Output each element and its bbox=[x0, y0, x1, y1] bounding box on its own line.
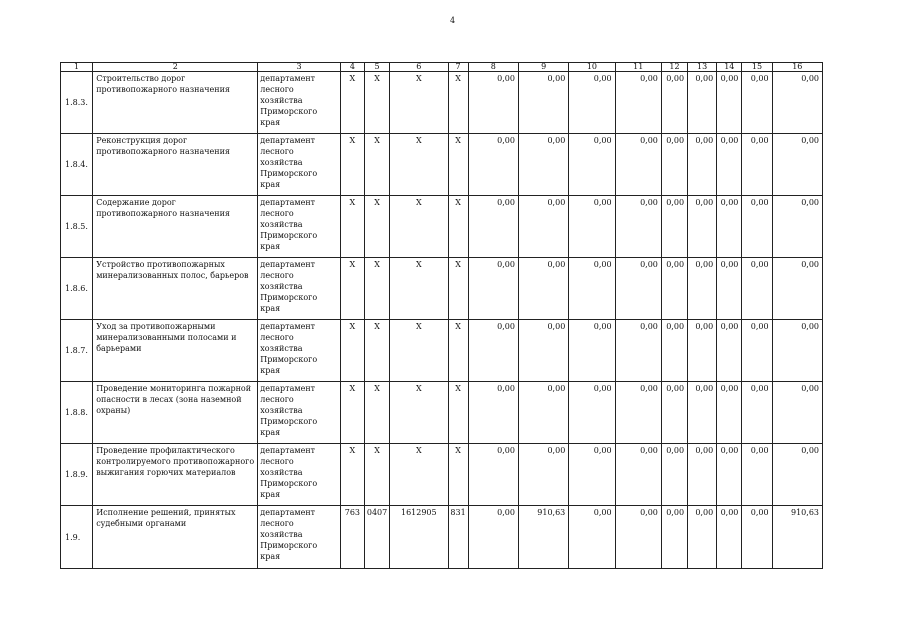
cell-col-12: 0,00 bbox=[661, 134, 687, 196]
cell-col-5: X bbox=[364, 258, 389, 320]
table-row bbox=[61, 506, 823, 569]
cell-col-13: 0,00 bbox=[688, 72, 717, 134]
row-name: Уход за противопожарными минерализованными полосами и барьерами bbox=[93, 320, 258, 382]
table-row bbox=[61, 320, 823, 382]
cell-col-4: X bbox=[340, 444, 364, 506]
row-code: 1.8.3. bbox=[61, 72, 93, 134]
column-number: 7 bbox=[448, 63, 468, 72]
cell-col-16: 0,00 bbox=[772, 196, 822, 258]
column-number: 2 bbox=[93, 63, 258, 72]
cell-col-5: X bbox=[364, 72, 389, 134]
cell-col-4: X bbox=[340, 72, 364, 134]
row-code: 1.8.8. bbox=[61, 382, 93, 444]
cell-col-6: X bbox=[390, 196, 448, 258]
cell-col-5: X bbox=[364, 320, 389, 382]
cell-col-10: 0,00 bbox=[569, 258, 615, 320]
cell-col-11: 0,00 bbox=[615, 134, 661, 196]
column-number: 3 bbox=[258, 63, 341, 72]
cell-col-14: 0,00 bbox=[717, 72, 742, 134]
cell-col-14: 0,00 bbox=[717, 506, 742, 569]
cell-col-8: 0,00 bbox=[468, 72, 518, 134]
cell-col-8: 0,00 bbox=[468, 382, 518, 444]
table-row bbox=[61, 196, 823, 258]
cell-col-15: 0,00 bbox=[742, 72, 772, 134]
cell-col-5: 0407 bbox=[364, 506, 389, 569]
cell-col-11: 0,00 bbox=[615, 506, 661, 569]
row-code: 1.8.4. bbox=[61, 134, 93, 196]
cell-col-9: 0,00 bbox=[518, 258, 568, 320]
cell-col-13: 0,00 bbox=[688, 258, 717, 320]
cell-col-6: X bbox=[390, 134, 448, 196]
row-department: департамент лесного хозяйства Приморского края bbox=[258, 506, 341, 569]
cell-col-10: 0,00 bbox=[569, 72, 615, 134]
table-row bbox=[61, 444, 823, 506]
column-number: 13 bbox=[688, 63, 717, 72]
row-name: Содержание дорог противопожарного назначения bbox=[93, 196, 258, 258]
cell-col-10: 0,00 bbox=[569, 444, 615, 506]
cell-col-15: 0,00 bbox=[742, 382, 772, 444]
cell-col-15: 0,00 bbox=[742, 320, 772, 382]
cell-col-16: 0,00 bbox=[772, 382, 822, 444]
cell-col-6: X bbox=[390, 72, 448, 134]
cell-col-10: 0,00 bbox=[569, 382, 615, 444]
row-code: 1.8.9. bbox=[61, 444, 93, 506]
cell-col-14: 0,00 bbox=[717, 196, 742, 258]
cell-col-15: 0,00 bbox=[742, 506, 772, 569]
cell-col-7: X bbox=[448, 320, 468, 382]
row-name: Устройство противопожарных минерализованных полос, барьеров bbox=[93, 258, 258, 320]
cell-col-7: X bbox=[448, 444, 468, 506]
table-row bbox=[61, 134, 823, 196]
column-number: 14 bbox=[717, 63, 742, 72]
column-number: 11 bbox=[615, 63, 661, 72]
cell-col-10: 0,00 bbox=[569, 506, 615, 569]
cell-col-8: 0,00 bbox=[468, 320, 518, 382]
cell-col-9: 0,00 bbox=[518, 196, 568, 258]
cell-col-6: X bbox=[390, 320, 448, 382]
cell-col-7: X bbox=[448, 134, 468, 196]
cell-col-5: X bbox=[364, 444, 389, 506]
cell-col-9: 0,00 bbox=[518, 320, 568, 382]
cell-col-11: 0,00 bbox=[615, 258, 661, 320]
cell-col-8: 0,00 bbox=[468, 134, 518, 196]
row-department: департамент лесного хозяйства Приморского края bbox=[258, 72, 341, 134]
cell-col-12: 0,00 bbox=[661, 382, 687, 444]
cell-col-7: 831 bbox=[448, 506, 468, 569]
row-department: департамент лесного хозяйства Приморского края bbox=[258, 134, 341, 196]
row-code: 1.8.7. bbox=[61, 320, 93, 382]
row-name: Реконструкция дорог противопожарного назначения bbox=[93, 134, 258, 196]
cell-col-13: 0,00 bbox=[688, 506, 717, 569]
cell-col-14: 0,00 bbox=[717, 444, 742, 506]
cell-col-7: X bbox=[448, 72, 468, 134]
cell-col-8: 0,00 bbox=[468, 444, 518, 506]
row-name: Проведение профилактического контролируемого противопожарного выжигания горючих материалов bbox=[93, 444, 258, 506]
cell-col-16: 0,00 bbox=[772, 134, 822, 196]
cell-col-6: X bbox=[390, 258, 448, 320]
column-number: 5 bbox=[364, 63, 389, 72]
cell-col-7: X bbox=[448, 258, 468, 320]
cell-col-15: 0,00 bbox=[742, 258, 772, 320]
cell-col-13: 0,00 bbox=[688, 196, 717, 258]
cell-col-8: 0,00 bbox=[468, 196, 518, 258]
page-number: 4 bbox=[449, 16, 456, 25]
cell-col-9: 0,00 bbox=[518, 134, 568, 196]
cell-col-8: 0,00 bbox=[468, 258, 518, 320]
cell-col-14: 0,00 bbox=[717, 382, 742, 444]
row-department: департамент лесного хозяйства Приморского края bbox=[258, 320, 341, 382]
row-name: Проведение мониторинга пожарной опасности в лесах (зона наземной охраны) bbox=[93, 382, 258, 444]
column-number: 9 bbox=[518, 63, 568, 72]
cell-col-12: 0,00 bbox=[661, 196, 687, 258]
cell-col-16: 0,00 bbox=[772, 258, 822, 320]
cell-col-4: X bbox=[340, 258, 364, 320]
budget-table bbox=[60, 62, 823, 569]
cell-col-14: 0,00 bbox=[717, 134, 742, 196]
cell-col-7: X bbox=[448, 382, 468, 444]
row-department: департамент лесного хозяйства Приморского края bbox=[258, 258, 341, 320]
cell-col-11: 0,00 bbox=[615, 72, 661, 134]
cell-col-12: 0,00 bbox=[661, 72, 687, 134]
cell-col-5: X bbox=[364, 382, 389, 444]
cell-col-11: 0,00 bbox=[615, 444, 661, 506]
column-number: 16 bbox=[772, 63, 822, 72]
cell-col-5: X bbox=[364, 134, 389, 196]
cell-col-13: 0,00 bbox=[688, 134, 717, 196]
column-number: 15 bbox=[742, 63, 772, 72]
table-row bbox=[61, 72, 823, 134]
column-number: 1 bbox=[61, 63, 93, 72]
column-number: 4 bbox=[340, 63, 364, 72]
cell-col-16: 910,63 bbox=[772, 506, 822, 569]
cell-col-12: 0,00 bbox=[661, 320, 687, 382]
table-row bbox=[61, 382, 823, 444]
cell-col-4: X bbox=[340, 134, 364, 196]
cell-col-8: 0,00 bbox=[468, 506, 518, 569]
cell-col-7: X bbox=[448, 196, 468, 258]
row-name: Исполнение решений, принятых судебными органами bbox=[93, 506, 258, 569]
cell-col-12: 0,00 bbox=[661, 444, 687, 506]
table-row bbox=[61, 258, 823, 320]
column-number: 8 bbox=[468, 63, 518, 72]
cell-col-16: 0,00 bbox=[772, 320, 822, 382]
cell-col-6: X bbox=[390, 382, 448, 444]
cell-col-15: 0,00 bbox=[742, 134, 772, 196]
cell-col-4: X bbox=[340, 196, 364, 258]
cell-col-10: 0,00 bbox=[569, 134, 615, 196]
cell-col-9: 0,00 bbox=[518, 72, 568, 134]
cell-col-11: 0,00 bbox=[615, 382, 661, 444]
row-department: департамент лесного хозяйства Приморского края bbox=[258, 196, 341, 258]
row-code: 1.8.5. bbox=[61, 196, 93, 258]
cell-col-9: 0,00 bbox=[518, 444, 568, 506]
cell-col-13: 0,00 bbox=[688, 382, 717, 444]
row-department: департамент лесного хозяйства Приморского края bbox=[258, 382, 341, 444]
cell-col-9: 910,63 bbox=[518, 506, 568, 569]
row-code: 1.8.6. bbox=[61, 258, 93, 320]
cell-col-16: 0,00 bbox=[772, 444, 822, 506]
cell-col-11: 0,00 bbox=[615, 320, 661, 382]
column-number: 12 bbox=[661, 63, 687, 72]
cell-col-9: 0,00 bbox=[518, 382, 568, 444]
cell-col-6: 1612905 bbox=[390, 506, 448, 569]
cell-col-6: X bbox=[390, 444, 448, 506]
column-number: 6 bbox=[390, 63, 448, 72]
cell-col-5: X bbox=[364, 196, 389, 258]
cell-col-14: 0,00 bbox=[717, 258, 742, 320]
cell-col-15: 0,00 bbox=[742, 444, 772, 506]
column-number: 10 bbox=[569, 63, 615, 72]
cell-col-10: 0,00 bbox=[569, 196, 615, 258]
cell-col-14: 0,00 bbox=[717, 320, 742, 382]
row-name: Строительство дорог противопожарного назначения bbox=[93, 72, 258, 134]
column-numbers-row bbox=[61, 63, 823, 72]
row-department: департамент лесного хозяйства Приморского края bbox=[258, 444, 341, 506]
cell-col-12: 0,00 bbox=[661, 506, 687, 569]
cell-col-13: 0,00 bbox=[688, 320, 717, 382]
cell-col-11: 0,00 bbox=[615, 196, 661, 258]
cell-col-4: 763 bbox=[340, 506, 364, 569]
cell-col-12: 0,00 bbox=[661, 258, 687, 320]
cell-col-15: 0,00 bbox=[742, 196, 772, 258]
cell-col-13: 0,00 bbox=[688, 444, 717, 506]
cell-col-4: X bbox=[340, 320, 364, 382]
cell-col-10: 0,00 bbox=[569, 320, 615, 382]
cell-col-16: 0,00 bbox=[772, 72, 822, 134]
cell-col-4: X bbox=[340, 382, 364, 444]
row-code: 1.9. bbox=[61, 506, 93, 569]
